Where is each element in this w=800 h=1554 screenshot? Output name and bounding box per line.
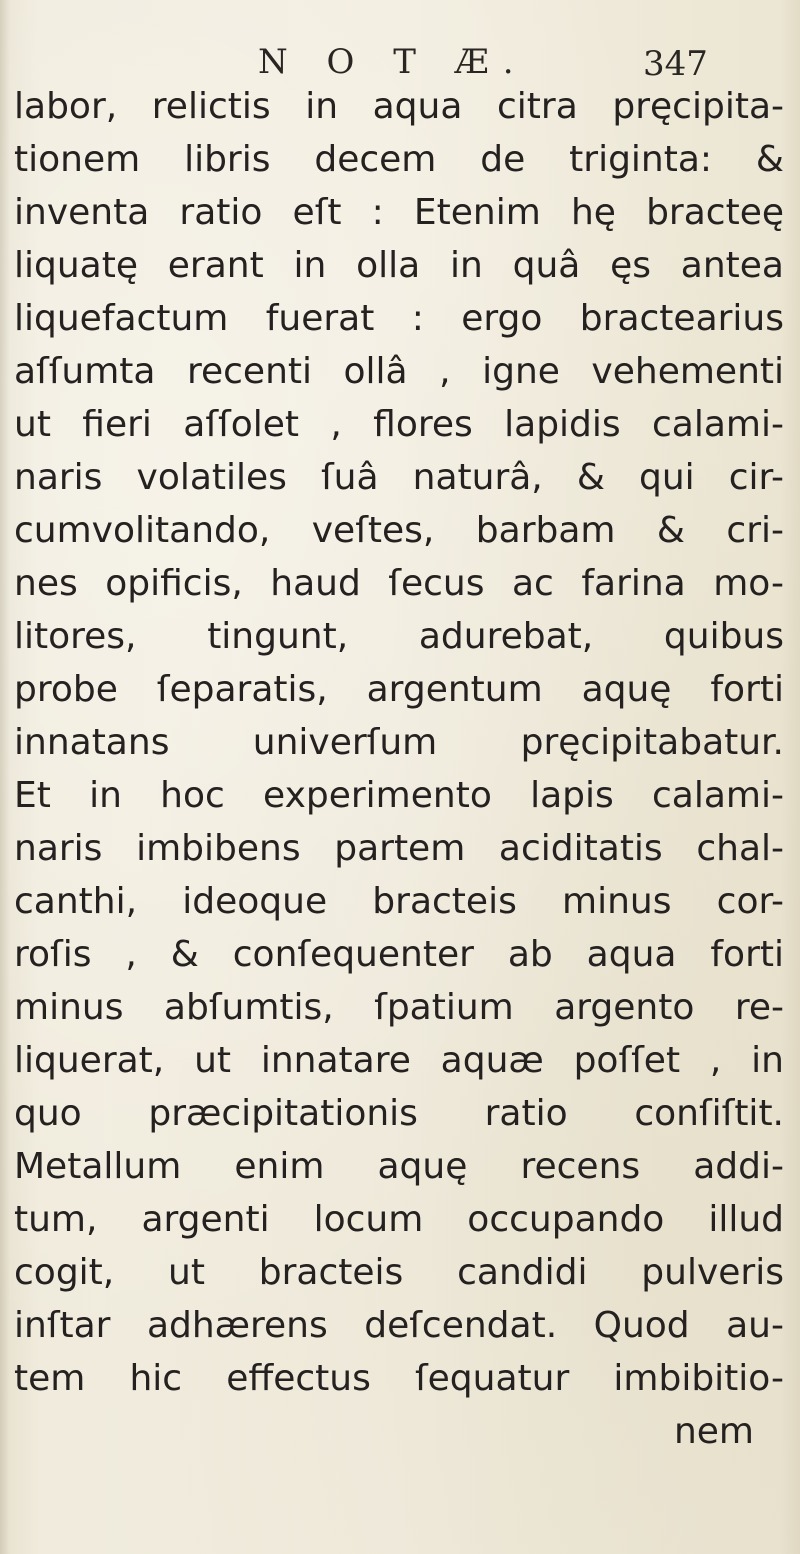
text-line: tem hic effectus ſequatur imbibitio- [14, 1358, 784, 1399]
text-line: ut fieri aſſolet , flores lapidis calami- [14, 404, 784, 445]
text-line: innatans univerſum pręcipitabatur. [14, 722, 784, 763]
text-line: litores, tingunt, adurebat, quibus [14, 616, 784, 657]
text-line: Et in hoc experimento lapis calami- [14, 775, 784, 816]
body-text [14, 80, 784, 1458]
text-line: cogit, ut bracteis candidi pulveris [14, 1252, 784, 1293]
text-line: minus abſumtis, ſpatium argento re- [14, 987, 784, 1028]
text-line: roſis , & conſequenter ab aqua forti [14, 934, 784, 975]
text-line: canthi, ideoque bracteis minus cor- [14, 881, 784, 922]
text-line: tionem libris decem de triginta: & [14, 139, 784, 180]
text-line: quo præcipitationis ratio conſiſtit. [14, 1093, 784, 1134]
text-line: probe ſeparatis, argentum aquę forti [14, 669, 784, 710]
text-line: Metallum enim aquę recens addi- [14, 1146, 784, 1187]
text-line: labor, relictis in aqua citra pręcipita- [14, 86, 784, 127]
catchword: nem [673, 1411, 754, 1452]
text-line: liquatę erant in olla in quâ ęs antea [14, 245, 784, 286]
text-line: liquerat, ut innatare aquæ poſſet , in [14, 1040, 784, 1081]
text-line: inſtar adhærens deſcendat. Quod au- [14, 1305, 784, 1346]
text-line: tum, argenti locum occupando illud [14, 1199, 784, 1240]
text-line: nes opificis, haud ſecus ac farina mo- [14, 563, 784, 604]
gutter-shadow [0, 0, 10, 1554]
text-line: naris volatiles ſuâ naturâ, & qui cir- [14, 457, 784, 498]
text-line: cumvolitando, veſtes, barbam & cri- [14, 510, 784, 551]
running-head-title: N O T Æ. [258, 42, 528, 82]
text-line: naris imbibens partem aciditatis chal- [14, 828, 784, 869]
page-number: 347 [643, 44, 708, 84]
text-line: aſſumta recenti ollâ , igne vehementi [14, 351, 784, 392]
text-line: inventa ratio eſt : Etenim hę bracteę [14, 192, 784, 233]
text-line: liquefactum fuerat : ergo bractearius [14, 298, 784, 339]
